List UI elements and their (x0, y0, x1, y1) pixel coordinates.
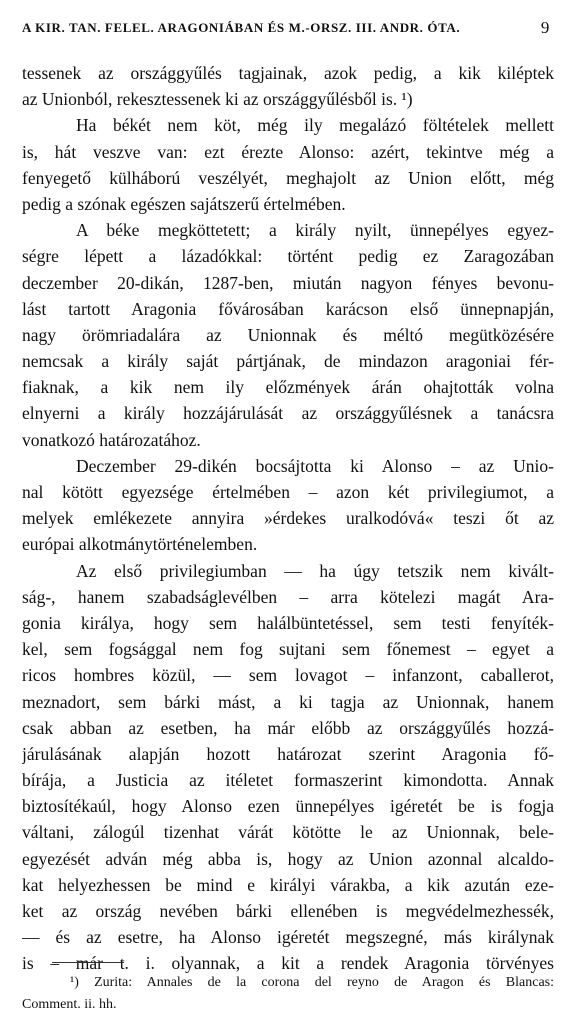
text-line: ság-, hanem szabadságlevélben – arra kötelezi magát Ara- (22, 586, 554, 607)
text-line: Az első privilegiumban — ha úgy tetszik nem kivált- (76, 560, 554, 581)
text-line: melyek emlékezete annyira »érdekes uralkodóvá« teszi őt az (22, 508, 554, 529)
text-line: gonia királya, hogy sem halálbüntetéssel, sem testi fenyíték- (22, 612, 554, 633)
text-line: egyezését adván még abba is, hogy az Union azonnal alcaldo- (22, 848, 554, 869)
text-line: A béke megköttetett; a király nyilt, ünnepélyes egyez- (76, 220, 554, 241)
text-line: ricos hombres közül, — sem lovagot – infanzont, caballerot, (22, 665, 554, 686)
text-line: deczember 20-dikán, 1287-ben, miután nagyon fényes bevonu- (22, 272, 554, 293)
text-line: ket az ország nevében bárki ellenében is megvédelmezhessék, (22, 901, 554, 921)
text-line: nagy örömriadalára az Unionnak és méltó megütközésére (22, 324, 554, 345)
text-line: — és az esetre, ha Alonso igéretét megszegné, más királynak (22, 927, 554, 948)
text-line: nemcsak a király saját pártjának, de mindazon aragoniai fér- (22, 351, 554, 372)
text-line: csak abban az esetben, ha már előbb az országgyűlés hozzá- (22, 717, 554, 738)
text-line: Deczember 29-dikén bocsájtotta ki Alonso – az Unio- (76, 455, 554, 476)
text-line: európai alkotmánytörténelemben. (22, 534, 258, 555)
text-line: tessenek az országgyűlés tagjainak, azok pedig, a kik kiléptek (22, 63, 554, 83)
text-line: bírája, a Justicia az itéletet formaszerint kimondotta. Annak (22, 770, 554, 791)
text-line: elnyerni a király hozzájárulását az országgyűlésnek a tanácsra (22, 403, 554, 424)
text-line: pedig a szónak egészen sajátszerű értelmében. (22, 193, 346, 214)
text-line: fenyegető külháború veszélyét, meghajolt az Union előtt, még (22, 167, 554, 188)
text-line: ségre lépett a lázadókkal: történt pedig ez Zaragozában (22, 246, 554, 267)
footnote-line: ¹) Zurita: Annales de la corona del reyno de Aragon és Blancas: (70, 975, 554, 990)
text-line: járulásának alapján hozott határozat szerint Aragonia fő- (22, 743, 554, 764)
text-line: is – már t. i. olyannak, a kit a rendek Aragonia törvényes (22, 953, 554, 974)
footnote-line: Comment. ii. hh. (22, 997, 117, 1012)
text-line: lást tartott Aragonia fővárosában karácson első ünnepnapján, (22, 298, 554, 319)
text-line: vonatkozó határozatához. (22, 429, 201, 450)
text-line: Ha békét nem köt, még ily megalázó föltételek mellett (76, 115, 554, 136)
body-text (22, 60, 554, 977)
text-line: nal kötött egyezsége értelmében – azon két privilegiumot, a (22, 482, 554, 502)
text-line: biztosítékaúl, hogy Alonso ezen ünnepélyes igéretét be is fogja (22, 796, 554, 817)
footnote-rule (52, 962, 124, 963)
text-line: kel, sem fogsággal nem fog sujtani sem főnemest – egyet a (22, 639, 554, 660)
text-line: váltani, zálogúl tizenhat várát kötötte le az Unionnak, bele- (22, 822, 554, 843)
text-line: meznadort, sem bárki mást, a ki tagja az Unionnak, hanem (22, 691, 554, 712)
running-title: A KIR. TAN. FELEL. ARAGONIÁBAN ÉS M.-ORSZ. III. ANDR. ÓTA. (22, 20, 461, 35)
text-line: az Unionból, rekesztessenek ki az országgyűlésből is. ¹) (22, 89, 413, 110)
text-line: kat helyezhessen be mind e királyi várakba, a kik azután eze- (22, 874, 554, 895)
page-number: 9 (540, 18, 550, 37)
running-header (22, 20, 550, 42)
footnote (22, 972, 554, 1016)
text-line: is, hát veszve van: ezt érezte Alonso: azért, tekintve még a (22, 141, 554, 162)
text-line: fiaknak, a kik nem ily előzmények árán ohajtották volna (22, 377, 554, 398)
